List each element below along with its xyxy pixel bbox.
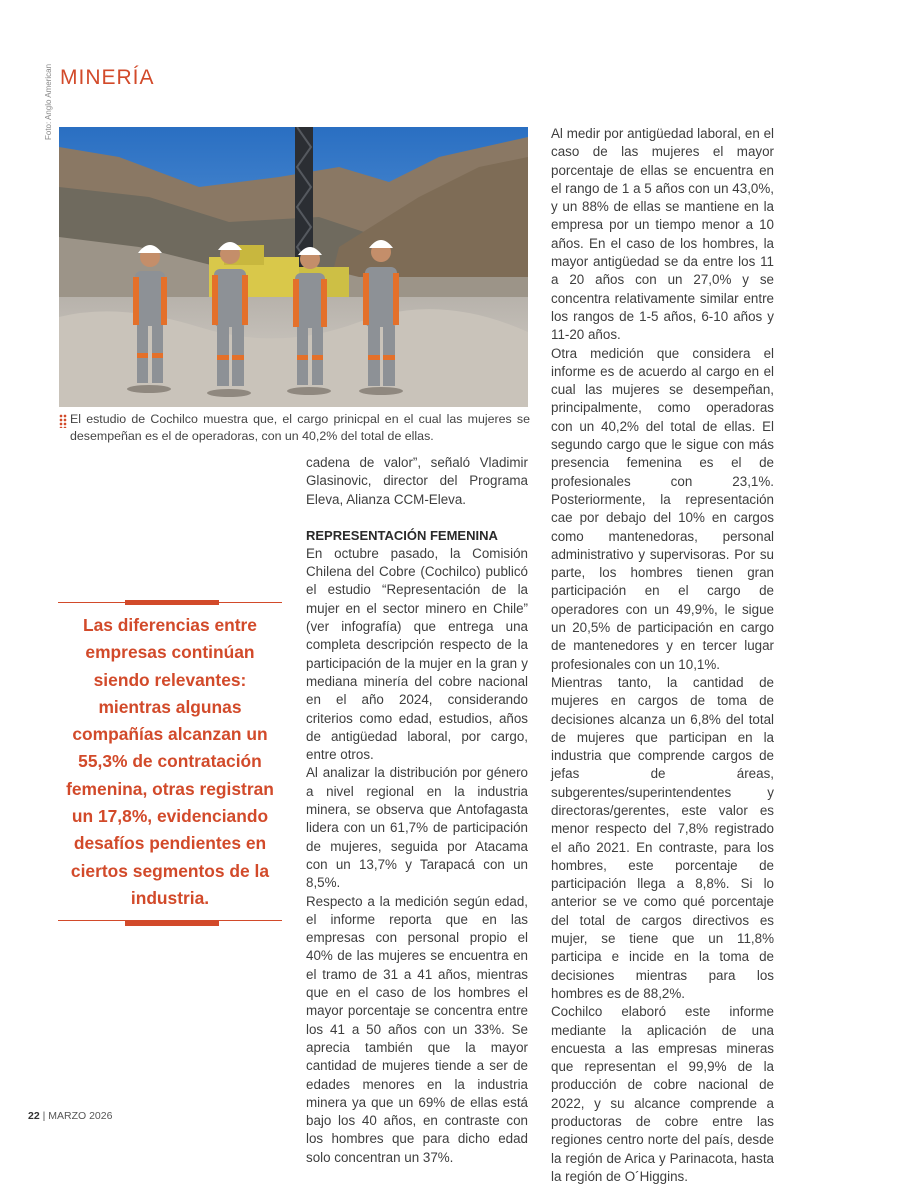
issue-date: MARZO 2026 xyxy=(48,1110,113,1122)
paragraph: Al analizar la distribución por género a nivel regional en la industria minera, se observa que Antofagasta lidera con un 61,7% de participación de mujeres, seguida por Atacama con un 13,7% y Tarapacá con un 8,5%. xyxy=(306,765,528,891)
paragraph: Cochilco elaboró este informe mediante la aplicación de una encuesta a las empresas mineras que representan el 99,9% de la producción de cobre nacional de 2022, y su alcance comprende a productoras de cobre entre las regiones centro norte del país, desde la región de Arica y Parinacota, hasta la región de O´Higgins. xyxy=(551,1004,774,1184)
section-title: MINERÍA xyxy=(60,66,155,89)
photo-credit: Foto: Anglo American xyxy=(44,63,53,140)
paragraph: cadena de valor”, señaló Vladimir Glasinovic, director del Programa Eleva, Alianza CCM-Eleva. xyxy=(306,455,528,507)
paragraph: Mientras tanto, la cantidad de mujeres en cargos de toma de decisiones alcanza un 6,8% del total de mujeres que participan en la industria que comprende cargos de jefas de áreas, subgerentes/superintendentes y directoras/gerentes, este valor es menor respecto del 7,8% registrado el año 2021. En contraste, para los hombres, este porcentaje de participación llega a 8,8%. Si lo anterior se ve como qué porcentaje del total de cargos directivos es mujer, se tiene que un 11,8% participa e incide en la toma de decisiones mientras para los hombres es de 88,2%. xyxy=(551,674,774,1001)
paragraph: Otra medición que considera el informe es de acuerdo al cargo en el cual las mujeres se desempeñan, principalmente, como operadoras con un 40,2% del total de ellas. El segundo cargo que le sigue con más presencia femenina es el de profesionales con 23,1%. Posteriormente, la representación cae por debajo del 10% en cargos como mantenedoras, personal administrativo y supervisoras. Por su parte, los hombres tienen gran participación en el cargo de operadores con un 49,9%, le sigue un 20,5% de participación en cargo de mantenedores y en tercer lugar profesionales con un 10,1%. xyxy=(551,345,774,672)
body-column-right xyxy=(551,125,774,1186)
paragraph: En octubre pasado, la Comisión Chilena del Cobre (Cochilco) publicó el estudio “Representación de la mujer en el sector minero en Chile” (ver infografía) que entrega una completa descripción respecto de la participación de la mujer en la gran y mediana minería del cobre nacional en el año 2024, considerando criterios como edad, estudios, años de antigüedad laboral, por cargo, entre otros. xyxy=(306,545,528,763)
article-photo xyxy=(59,127,528,407)
pull-quote-box xyxy=(58,600,282,926)
paragraph: Respecto a la medición según edad, el informe reporta que en las empresas con personal propio el 40% de las mujeres se encuentra en el tramo de 31 a 41 años, mientras que en el caso de los hombres el mayor porcentaje se concentra entre los 41 a 50 años con un 33%. Se aprecia también que la mayor cantidad de mujeres tiende a ser de edades menores en la industria minera ya que un 69% de ellas está bajo los 40 años, en contraste con los hombres que para dicho edad solo concentran un 37%. xyxy=(306,893,528,1165)
page-number: 22 xyxy=(28,1110,40,1122)
footer-separator: | xyxy=(42,1110,49,1122)
page-footer xyxy=(28,1110,112,1122)
subheading: REPRESENTACIÓN FEMENINA xyxy=(306,527,498,543)
pull-quote: Las diferencias entre empresas continúan siendo relevantes: mientras algunas compañías alcanzan un 55,3% de contratación femenina, otras registran un 17,8%, evidenciando desafíos pendientes en ciertos segmentos de la industria. xyxy=(66,615,274,908)
body-column-middle xyxy=(306,454,528,1167)
dotted-marker-icon xyxy=(59,414,67,428)
paragraph: Al medir por antigüedad laboral, en el caso de las mujeres el mayor porcentaje de ellas se encuentra en el rango de 1 a 5 años con un 43,0%, y un 88% de ellas se mantiene en la empresa por un tiempo menor a 10 años. En el caso de los hombres, la mayor antigüedad se da entre los 11 a 20 años con un 27,0% y se concentra relativamente similar entre los rangos de 1-5 años, 6-10 años y 11-20 años. xyxy=(551,126,774,343)
pull-quote-top-tab xyxy=(125,600,219,605)
photo-caption: El estudio de Cochilco muestra que, el cargo prinicpal en el cual las mujeres se desempeñan es el de operadoras, con un 40,2% del total de ellas. xyxy=(70,412,530,443)
pull-quote-bottom-tab xyxy=(125,921,219,926)
